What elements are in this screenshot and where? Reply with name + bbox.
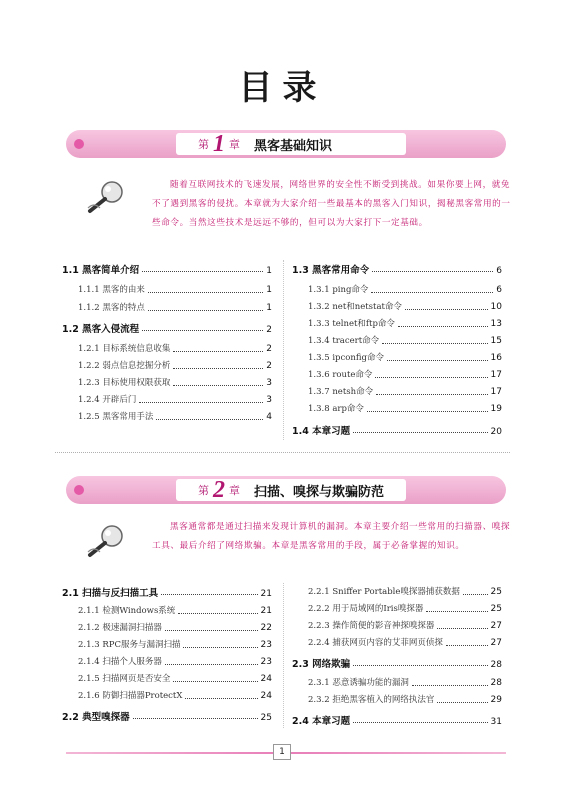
toc-entry[interactable]: 1.2.5 黑客常用手法 4 bbox=[78, 412, 272, 422]
toc-entry[interactable]: 2.2.4 捕获网页内容的艾菲网页侦探 27 bbox=[308, 638, 502, 648]
bullet-dot-icon bbox=[74, 485, 84, 495]
toc-entry[interactable]: 1.2.3 目标使用权限获取 3 bbox=[78, 378, 272, 388]
chapter-number-prefix: 第 bbox=[198, 484, 209, 497]
chapter-2-intro: 黑客通常都是通过扫描来发现计算机的漏洞。本章主要介绍一些常用的扫描器、嗅探工具、最后介绍了网络欺骗。本章是黑客常用的手段，属于必备掌握的知识。 bbox=[152, 522, 511, 551]
toc-entry[interactable]: 2.2.3 操作简便的影音神探嗅探器 27 bbox=[308, 621, 502, 631]
toc-entry[interactable]: 1.4 本章习题 20 bbox=[292, 426, 502, 437]
page-title: 目录 bbox=[238, 68, 327, 108]
chapter-1-banner bbox=[66, 130, 506, 158]
chapter-number-suffix: 章 bbox=[229, 138, 240, 151]
chapter-1-label bbox=[176, 133, 406, 155]
toc-entry[interactable]: 1.3.2 net和netstat命令 10 bbox=[308, 302, 502, 312]
toc-entry[interactable]: 1.3.7 netsh命令 17 bbox=[308, 387, 502, 397]
chapter-number-prefix: 第 bbox=[198, 138, 209, 151]
toc-entry[interactable]: 2.1.6 防御扫描器ProtectX 24 bbox=[78, 691, 272, 701]
chapter-2-banner bbox=[66, 476, 506, 504]
toc-entry[interactable]: 1.1 黑客简单介绍 1 bbox=[62, 265, 272, 276]
toc-entry[interactable]: 1.3 黑客常用命令 6 bbox=[292, 265, 502, 276]
toc-entry[interactable]: 1.2.4 开辟后门 3 bbox=[78, 395, 272, 405]
column-divider bbox=[283, 260, 284, 440]
toc-entry[interactable]: 2.1.1 检测Windows系统 21 bbox=[78, 606, 272, 616]
toc-entry[interactable]: 2.3 网络欺骗 28 bbox=[292, 659, 502, 670]
toc-entry[interactable]: 1.3.1 ping命令 6 bbox=[308, 285, 502, 295]
toc-entry[interactable]: 1.1.1 黑客的由来 1 bbox=[78, 285, 272, 295]
toc-entry[interactable]: 2.1.3 RPC服务与漏洞扫描 23 bbox=[78, 640, 272, 650]
chapter-number: 1 bbox=[213, 131, 225, 157]
chapter-2-label bbox=[176, 479, 406, 501]
chapter-1-intro: 随着互联网技术的飞速发展，网络世界的安全性不断受到挑战。如果你要上网，就免不了遇到黑客的侵扰。本章就为大家介绍一些最基本的黑客入门知识，揭秘黑客常用的一些命令。当然这些技术是远远不够的，但可以为大家打下一定基础。 bbox=[152, 180, 511, 228]
column-divider bbox=[283, 583, 284, 728]
toc-entry[interactable]: 2.2 典型嗅探器 25 bbox=[62, 712, 272, 723]
chapter-number-suffix: 章 bbox=[229, 484, 240, 497]
toc-entry[interactable]: 1.3.8 arp命令 19 bbox=[308, 404, 502, 414]
toc-entry[interactable]: 1.3.5 ipconfig命令 16 bbox=[308, 353, 502, 363]
toc-entry[interactable]: 2.2.2 用于局域网的Iris嗅探器 25 bbox=[308, 604, 502, 614]
chapter-1-toc-left bbox=[62, 260, 272, 430]
chapter-2-toc-left bbox=[62, 583, 272, 728]
magnifier-icon bbox=[86, 178, 126, 214]
magnifier-icon bbox=[86, 522, 126, 558]
bullet-dot-icon bbox=[74, 139, 84, 149]
chapter-title: 黑客基础知识 bbox=[254, 138, 333, 154]
toc-entry[interactable]: 1.3.4 tracert命令 15 bbox=[308, 336, 502, 346]
toc-entry[interactable]: 2.4 本章习题 31 bbox=[292, 716, 502, 727]
toc-entry[interactable]: 1.2.1 目标系统信息收集 2 bbox=[78, 344, 272, 354]
toc-entry[interactable]: 2.1.2 极速漏洞扫描器 22 bbox=[78, 623, 272, 633]
chapter-2-toc-right bbox=[292, 583, 502, 728]
toc-entry[interactable]: 2.3.2 拒绝黑客植入的网络执法官 29 bbox=[308, 695, 502, 705]
chapter-1-toc-right bbox=[292, 260, 502, 440]
section-divider bbox=[55, 452, 510, 453]
toc-entry[interactable]: 1.3.6 route命令 17 bbox=[308, 370, 502, 380]
chapter-title: 扫描、嗅探与欺骗防范 bbox=[254, 484, 385, 500]
toc-entry[interactable]: 2.1.5 扫描网页是否安全 24 bbox=[78, 674, 272, 684]
chapter-number: 2 bbox=[213, 477, 225, 503]
toc-entry[interactable]: 1.1.2 黑客的特点 1 bbox=[78, 303, 272, 313]
page-number: 1 bbox=[273, 744, 291, 760]
toc-entry[interactable]: 1.3.3 telnet和ftp命令 13 bbox=[308, 319, 502, 329]
toc-entry[interactable]: 2.1 扫描与反扫描工具 21 bbox=[62, 588, 272, 599]
toc-entry[interactable]: 2.1.4 扫描个人服务器 23 bbox=[78, 657, 272, 667]
toc-entry[interactable]: 2.2.1 Sniffer Portable嗅探器捕获数据 25 bbox=[308, 587, 502, 597]
toc-entry[interactable]: 2.3.1 恶意诱骗功能的漏洞 28 bbox=[308, 678, 502, 688]
toc-entry[interactable]: 1.2.2 弱点信息挖掘分析 2 bbox=[78, 361, 272, 371]
toc-entry[interactable]: 1.2 黑客入侵流程 2 bbox=[62, 324, 272, 335]
